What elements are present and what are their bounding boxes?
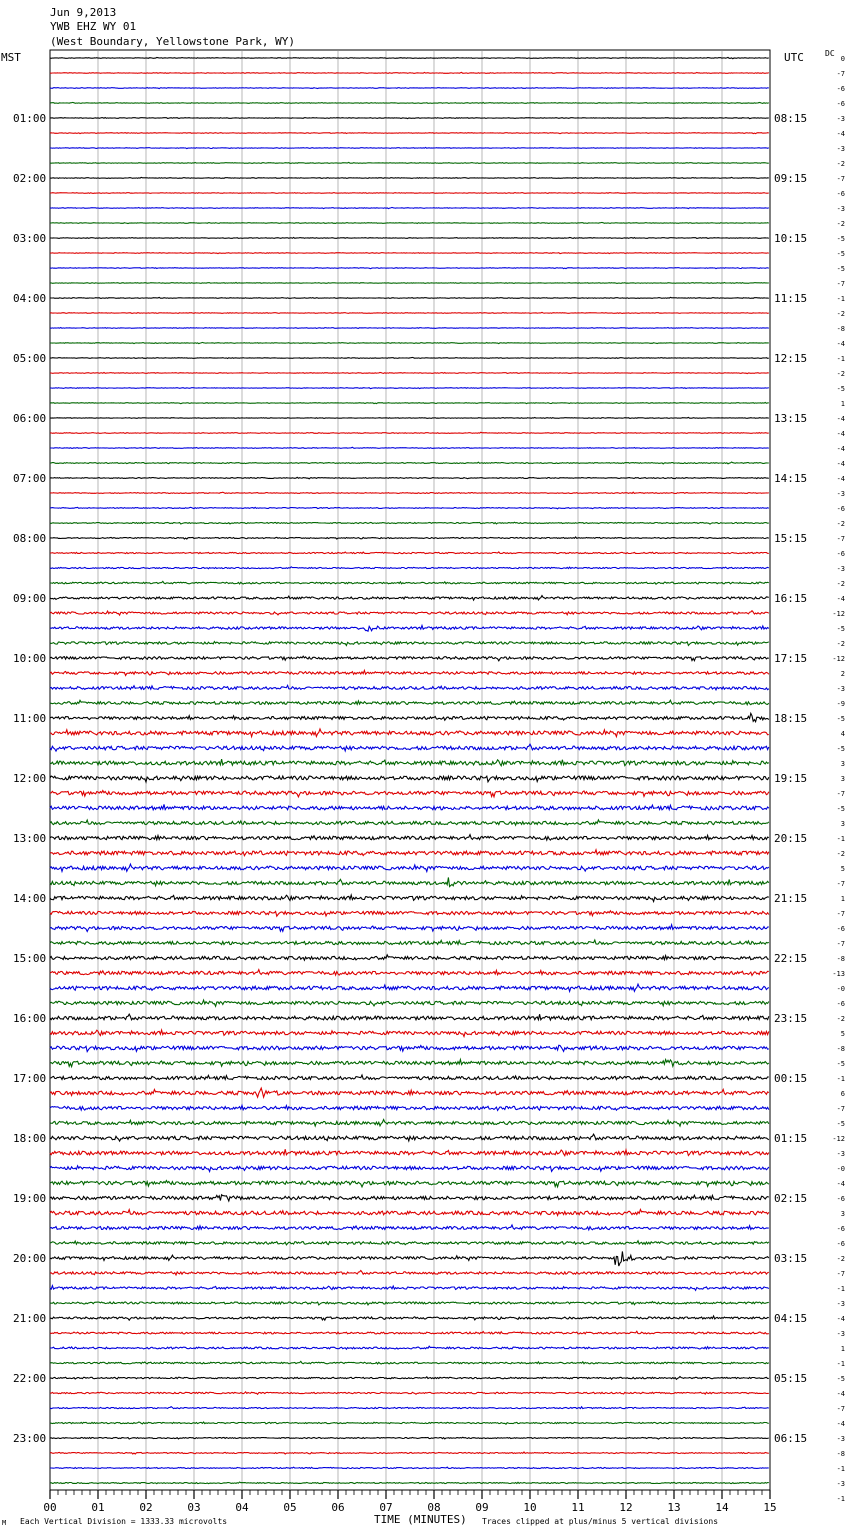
right-hour-label: 15:15 [774, 532, 808, 545]
dc-offset-value: -4 [836, 445, 845, 453]
dc-offset-value: -7 [836, 280, 845, 288]
left-hour-label: 14:00 [13, 892, 47, 905]
trace-line [50, 850, 769, 856]
dc-offset-value: -5 [836, 250, 845, 258]
trace-line [50, 1045, 769, 1051]
dc-offset-value: -3 [836, 145, 845, 153]
trace-line [50, 388, 769, 389]
dc-offset-value: 0 [840, 55, 845, 63]
dc-offset-value: -7 [836, 940, 845, 948]
right-hour-label: 22:15 [774, 952, 808, 965]
left-hour-labels [13, 112, 46, 1445]
dc-offset-value: -3 [836, 490, 845, 498]
trace-line [50, 477, 769, 479]
left-hour-label: 16:00 [13, 1012, 47, 1025]
header-station: YWB EHZ WY 01 [50, 20, 137, 33]
x-tick-label: 00 [43, 1501, 57, 1514]
dc-offset-value: -5 [836, 745, 845, 753]
trace-line [50, 1195, 769, 1201]
dc-offset-value: -1 [836, 835, 845, 843]
right-hour-label: 20:15 [774, 832, 808, 845]
trace-line [50, 1060, 769, 1067]
dc-offset-value: -4 [836, 475, 845, 483]
trace-line [50, 522, 769, 524]
trace-line [50, 432, 769, 433]
trace-line [50, 177, 769, 178]
dc-offset-value: -2 [836, 850, 845, 858]
dc-offset-value: -4 [836, 415, 845, 423]
trace-line [50, 1088, 769, 1097]
x-tick-label: 14 [715, 1501, 729, 1514]
trace-line [50, 1075, 769, 1080]
left-hour-label: 17:00 [13, 1072, 47, 1085]
header-location: (West Boundary, Yellowstone Park, WY) [50, 35, 296, 48]
trace-line [50, 1271, 769, 1275]
dc-offset-value: -8 [836, 1450, 845, 1458]
dc-offset-value: -4 [836, 130, 845, 138]
trace-line [50, 835, 769, 841]
trace-line [50, 611, 769, 615]
dc-offset-value: -8 [836, 955, 845, 963]
trace-line [50, 1251, 769, 1266]
trace-line [50, 1377, 769, 1380]
left-hour-label: 08:00 [13, 532, 47, 545]
trace-line [50, 507, 769, 509]
dc-offset-value: -4 [836, 1180, 845, 1188]
dc-offset-value: -2 [836, 220, 845, 228]
left-hour-label: 02:00 [13, 172, 47, 185]
trace-line [50, 1225, 769, 1230]
trace-line [50, 342, 769, 343]
trace-line [50, 237, 769, 238]
dc-offset-value: -1 [836, 295, 845, 303]
right-hour-label: 02:15 [774, 1192, 808, 1205]
dc-offset-value: -5 [836, 265, 845, 273]
dc-offset-value: -1 [836, 1495, 845, 1503]
trace-line [50, 1316, 769, 1320]
dc-offset-value: 5 [840, 1030, 845, 1038]
dc-offset-value: -1 [836, 1285, 845, 1293]
dc-offset-value: -7 [836, 70, 845, 78]
trace-line [50, 162, 769, 163]
left-hour-label: 03:00 [13, 232, 47, 245]
left-hour-label: 11:00 [13, 712, 47, 725]
clip-note: Traces clipped at plus/minus 5 vertical divisions [482, 1517, 719, 1526]
dc-offset-value: 6 [840, 1090, 845, 1098]
dc-offset-value: -3 [836, 1435, 845, 1443]
trace-line [50, 1030, 769, 1036]
x-tick-label: 02 [139, 1501, 153, 1514]
x-tick-label: 08 [427, 1501, 441, 1514]
dc-offset-value: 1 [840, 1345, 845, 1353]
trace-line [50, 268, 769, 269]
trace-line [50, 700, 769, 705]
trace-line [50, 1120, 769, 1127]
x-tick-label: 15 [763, 1501, 777, 1514]
dc-offset-value: -4 [836, 595, 845, 603]
left-hour-label: 05:00 [13, 352, 47, 365]
trace-line [50, 1422, 769, 1424]
dc-offset-value: -12 [832, 655, 845, 663]
seismic-traces [50, 57, 769, 1483]
trace-line [50, 1407, 769, 1409]
trace-line [50, 312, 769, 313]
x-tick-label: 12 [619, 1501, 633, 1514]
dc-offset-value: -2 [836, 580, 845, 588]
trace-line [50, 147, 769, 148]
trace-line [50, 1331, 769, 1334]
trace-line [50, 222, 769, 223]
trace-line [50, 567, 769, 569]
right-hour-label: 08:15 [774, 112, 808, 125]
trace-line [50, 1392, 769, 1395]
dc-offset-value: -7 [836, 175, 845, 183]
x-axis-title: TIME (MINUTES) [374, 1513, 467, 1526]
x-tick-label: 13 [667, 1501, 681, 1514]
dc-offset-value: -5 [836, 1120, 845, 1128]
left-hour-label: 20:00 [13, 1252, 47, 1265]
right-hour-label: 00:15 [774, 1072, 808, 1085]
dc-offset-value: -3 [836, 205, 845, 213]
right-timezone-label: UTC [784, 51, 804, 64]
trace-line [50, 447, 769, 448]
dc-offset-value: -4 [836, 430, 845, 438]
dc-offset-value: -2 [836, 1255, 845, 1263]
dc-offset-value: -4 [836, 460, 845, 468]
dc-offset-value: -9 [836, 700, 845, 708]
dc-offset-value: -1 [836, 1075, 845, 1083]
trace-line [50, 402, 769, 403]
dc-offset-value: -5 [836, 1060, 845, 1068]
trace-line [50, 1181, 769, 1187]
dc-offset-value: -3 [836, 1480, 845, 1488]
trace-line [50, 72, 769, 73]
x-tick-label: 11 [571, 1501, 585, 1514]
left-hour-label: 09:00 [13, 592, 47, 605]
trace-line [50, 357, 769, 358]
x-tick-label: 10 [523, 1501, 537, 1514]
trace-line [50, 911, 769, 916]
left-hour-label: 21:00 [13, 1312, 47, 1325]
left-hour-label: 18:00 [13, 1132, 47, 1145]
trace-line [50, 537, 769, 539]
trace-line [50, 552, 769, 554]
trace-line [50, 925, 769, 932]
trace-line [50, 984, 769, 991]
x-tick-label: 07 [379, 1501, 393, 1514]
dc-offset-value: -3 [836, 565, 845, 573]
dc-offset-value: -7 [836, 1405, 845, 1413]
dc-offset-value: -2 [836, 310, 845, 318]
dc-offset-value: -2 [836, 520, 845, 528]
trace-line [50, 744, 769, 751]
x-tick-label: 05 [283, 1501, 297, 1514]
left-hour-label: 07:00 [13, 472, 47, 485]
left-hour-label: 01:00 [13, 112, 47, 125]
dc-offset-value: -13 [832, 970, 845, 978]
left-hour-label: 13:00 [13, 832, 47, 845]
dc-offset-value: -4 [836, 1390, 845, 1398]
trace-line [50, 1210, 769, 1216]
x-tick-label: 06 [331, 1501, 345, 1514]
dc-offset-value: -2 [836, 1015, 845, 1023]
dc-offset-labels [832, 55, 845, 1503]
trace-line [50, 1482, 769, 1484]
trace-line [50, 940, 769, 945]
trace-line [50, 102, 769, 103]
right-hour-label: 01:15 [774, 1132, 808, 1145]
left-hour-label: 10:00 [13, 652, 47, 665]
right-hour-label: 17:15 [774, 652, 808, 665]
trace-line [50, 118, 769, 119]
dc-offset-value: -6 [836, 85, 845, 93]
trace-line [50, 776, 769, 782]
right-hour-label: 18:15 [774, 712, 808, 725]
corner-mark: M [2, 1519, 7, 1527]
dc-offset-value: -5 [836, 385, 845, 393]
dc-offset-value: 3 [840, 820, 845, 828]
left-hour-label: 19:00 [13, 1192, 47, 1205]
dc-offset-value: -6 [836, 925, 845, 933]
trace-line [50, 1149, 769, 1155]
dc-offset-value: -2 [836, 160, 845, 168]
trace-line [50, 417, 769, 418]
right-hour-label: 21:15 [774, 892, 808, 905]
left-hour-label: 23:00 [13, 1432, 47, 1445]
trace-line [50, 685, 769, 690]
trace-line [50, 1286, 769, 1291]
trace-line [50, 581, 769, 584]
left-hour-label: 04:00 [13, 292, 47, 305]
dc-offset-value: -3 [836, 1150, 845, 1158]
x-tick-label: 09 [475, 1501, 489, 1514]
right-hour-labels [774, 112, 807, 1445]
dc-offset-value: -5 [836, 235, 845, 243]
dc-offset-value: -7 [836, 910, 845, 918]
trace-line [50, 596, 769, 601]
trace-line [50, 1467, 769, 1468]
dc-offset-value: -2 [836, 640, 845, 648]
left-hour-label: 15:00 [13, 952, 47, 965]
left-hour-label: 06:00 [13, 412, 47, 425]
left-hour-label: 22:00 [13, 1372, 47, 1385]
dc-offset-value: 1 [840, 400, 845, 408]
right-hour-label: 19:15 [774, 772, 808, 785]
right-hour-label: 04:15 [774, 1312, 808, 1325]
dc-offset-value: -7 [836, 790, 845, 798]
dc-offset-value: -6 [836, 505, 845, 513]
left-timezone-label: MST [1, 51, 21, 64]
trace-line [50, 1241, 769, 1245]
trace-line [50, 88, 769, 89]
dc-label: DC [825, 49, 835, 58]
trace-line [50, 656, 769, 661]
dc-offset-value: -3 [836, 1330, 845, 1338]
x-tick-label: 03 [187, 1501, 201, 1514]
dc-offset-value: -6 [836, 190, 845, 198]
trace-line [50, 372, 769, 373]
trace-line [50, 1302, 769, 1305]
dc-offset-value: 3 [840, 775, 845, 783]
dc-offset-value: -7 [836, 535, 845, 543]
right-hour-label: 14:15 [774, 472, 808, 485]
trace-line [50, 1437, 769, 1439]
trace-line [50, 297, 769, 298]
dc-offset-value: -4 [836, 1420, 845, 1428]
dc-offset-value: -3 [836, 115, 845, 123]
right-hour-label: 03:15 [774, 1252, 808, 1265]
trace-line [50, 1452, 769, 1454]
trace-line [50, 759, 769, 766]
dc-offset-value: -8 [836, 325, 845, 333]
trace-line [50, 1014, 769, 1020]
dc-offset-value: 5 [840, 865, 845, 873]
right-hour-label: 05:15 [774, 1372, 808, 1385]
right-hour-label: 13:15 [774, 412, 808, 425]
right-hour-label: 23:15 [774, 1012, 808, 1025]
trace-line [50, 492, 769, 493]
right-hour-label: 09:15 [774, 172, 808, 185]
trace-line [50, 878, 769, 887]
trace-line [50, 1346, 769, 1349]
dc-offset-value: -3 [836, 685, 845, 693]
trace-line [50, 282, 769, 283]
dc-offset-value: -1 [836, 355, 845, 363]
dc-offset-value: -6 [836, 100, 845, 108]
dc-offset-value: -6 [836, 1000, 845, 1008]
trace-line [50, 328, 769, 329]
trace-line [50, 642, 769, 646]
dc-offset-value: 4 [840, 730, 845, 738]
trace-line [50, 57, 769, 58]
dc-offset-value: -5 [836, 625, 845, 633]
trace-line [50, 864, 769, 871]
trace-line [50, 1361, 769, 1364]
dc-offset-value: -3 [836, 1300, 845, 1308]
dc-offset-value: -5 [836, 715, 845, 723]
right-hour-label: 10:15 [774, 232, 808, 245]
dc-offset-value: -5 [836, 805, 845, 813]
right-hour-label: 12:15 [774, 352, 808, 365]
dc-offset-value: -7 [836, 1270, 845, 1278]
trace-line [50, 713, 769, 721]
trace-line [50, 670, 769, 675]
right-hour-label: 11:15 [774, 292, 808, 305]
trace-line [50, 895, 769, 901]
dc-offset-value: -1 [836, 1360, 845, 1368]
x-axis [43, 1490, 776, 1514]
trace-line [50, 1000, 769, 1006]
dc-offset-value: 3 [840, 1210, 845, 1218]
trace-line [50, 253, 769, 254]
dc-offset-value: 2 [840, 670, 845, 678]
dc-offset-value: 1 [840, 895, 845, 903]
dc-offset-value: -5 [836, 1375, 845, 1383]
trace-line [50, 133, 769, 134]
right-hour-label: 16:15 [774, 592, 808, 605]
trace-line [50, 791, 769, 797]
trace-line [50, 462, 769, 464]
dc-offset-value: -1 [836, 1465, 845, 1473]
header-date: Jun 9,2013 [50, 6, 117, 19]
trace-line [50, 626, 769, 632]
trace-line [50, 193, 769, 194]
dc-offset-value: -4 [836, 1315, 845, 1323]
x-tick-label: 04 [235, 1501, 249, 1514]
dc-offset-value: -7 [836, 880, 845, 888]
right-hour-label: 06:15 [774, 1432, 808, 1445]
dc-offset-value: -8 [836, 1045, 845, 1053]
dc-offset-value: -6 [836, 1240, 845, 1248]
trace-line [50, 970, 769, 976]
trace-line [50, 1105, 769, 1110]
dc-offset-value: -7 [836, 1105, 845, 1113]
scale-note: Each Vertical Division = 1333.33 microvolts [20, 1517, 228, 1526]
dc-offset-value: -12 [832, 610, 845, 618]
trace-line [50, 729, 769, 737]
trace-line [50, 1166, 769, 1172]
dc-offset-value: -6 [836, 550, 845, 558]
dc-offset-value: -0 [836, 985, 845, 993]
trace-line [50, 955, 769, 960]
x-tick-label: 01 [91, 1501, 105, 1514]
left-hour-label: 12:00 [13, 772, 47, 785]
dc-offset-value: -12 [832, 1135, 845, 1143]
dc-offset-value: -2 [836, 370, 845, 378]
trace-line [50, 1134, 769, 1141]
trace-line [50, 820, 769, 825]
dc-offset-value: -6 [836, 1225, 845, 1233]
trace-line [50, 804, 769, 809]
dc-offset-value: -6 [836, 1195, 845, 1203]
dc-offset-value: -0 [836, 1165, 845, 1173]
dc-offset-value: 3 [840, 760, 845, 768]
trace-line [50, 207, 769, 208]
dc-offset-value: -4 [836, 340, 845, 348]
